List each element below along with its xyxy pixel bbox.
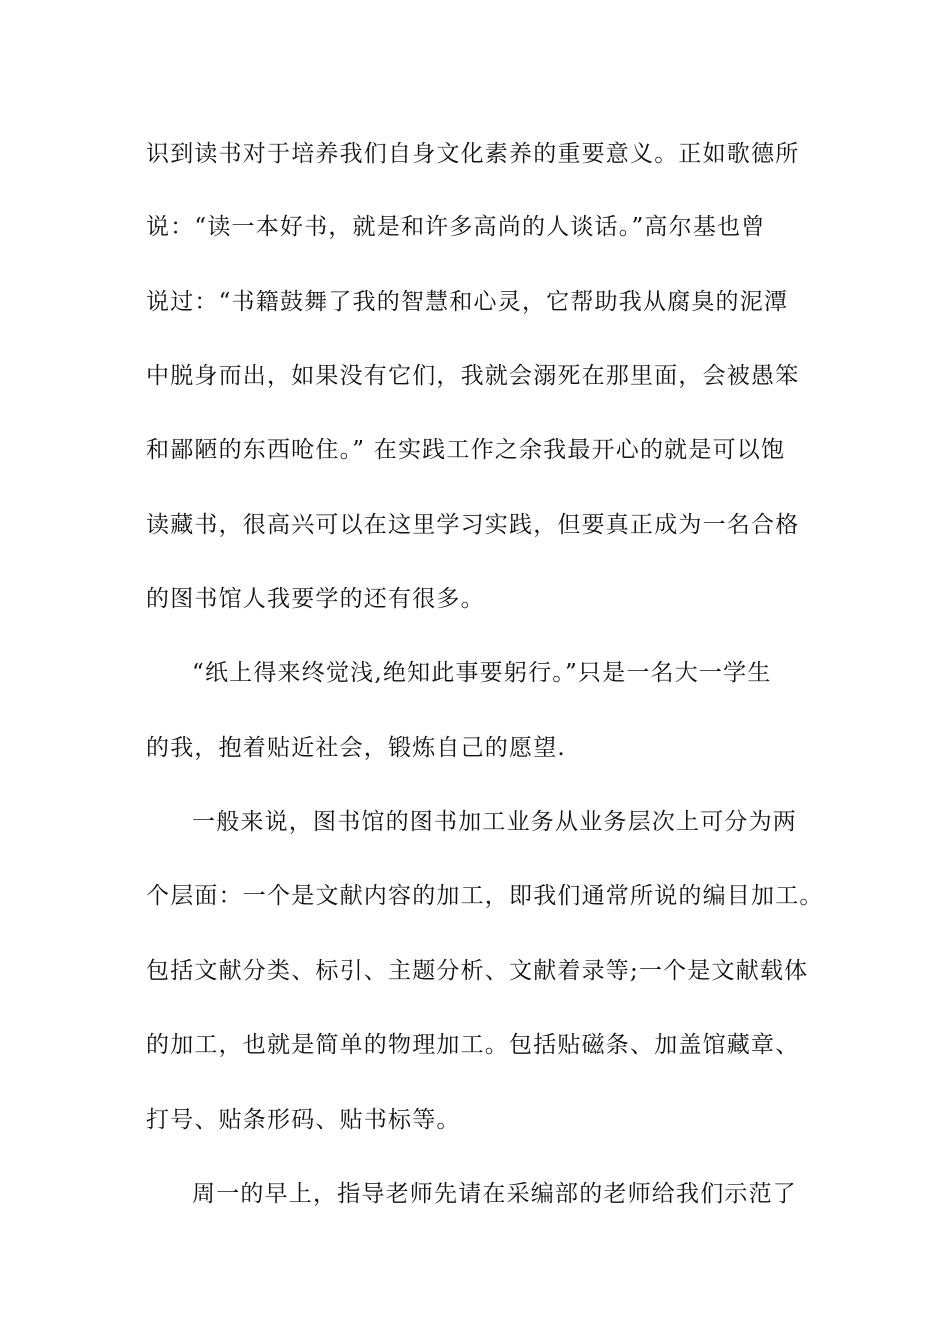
text-line: 说：“读一本好书，就是和许多高尚的人谈话。”高尔基也曾 [146, 214, 766, 240]
text-line: 中脱身而出，如果没有它们，我就会溺死在那里面，会被愚笨 [146, 363, 800, 389]
paragraph-start-line: 周一的早上，指导老师先请在采编部的老师给我们示范了 [192, 1181, 797, 1207]
text-line: 的加工，也就是简单的物理加工。包括贴磁条、加盖馆藏章、 [146, 1032, 800, 1058]
text-line: 个层面：一个是文献内容的加工，即我们通常所说的编目加工。 [146, 883, 824, 909]
text-line: 的图书馆人我要学的还有很多。 [146, 586, 485, 612]
text-line: 识到读书对于培养我们自身文化素养的重要意义。正如歌德所 [146, 141, 800, 167]
paragraph-start-line: 一般来说，图书馆的图书加工业务从业务层次上可分为两 [192, 809, 797, 835]
paragraph-start-line: “纸上得来终觉浅,绝知此事要躬行。”只是一名大一学生 [192, 660, 772, 686]
text-line: 读藏书，很高兴可以在这里学习实践，但要真正成为一名合格 [146, 512, 800, 538]
text-line: 包括文献分类、标引、主题分析、文献着录等;一个是文献载体 [146, 958, 809, 984]
text-line: 的我，抱着贴近社会，锻炼自己的愿望. [146, 735, 566, 761]
text-line: 说过：“书籍鼓舞了我的智慧和心灵，它帮助我从腐臭的泥潭 [146, 289, 789, 315]
text-line: 打号、贴条形码、贴书标等。 [146, 1107, 461, 1133]
text-line: 和鄙陋的东西呛住。” 在实践工作之余我最开心的就是可以饱 [146, 437, 786, 463]
